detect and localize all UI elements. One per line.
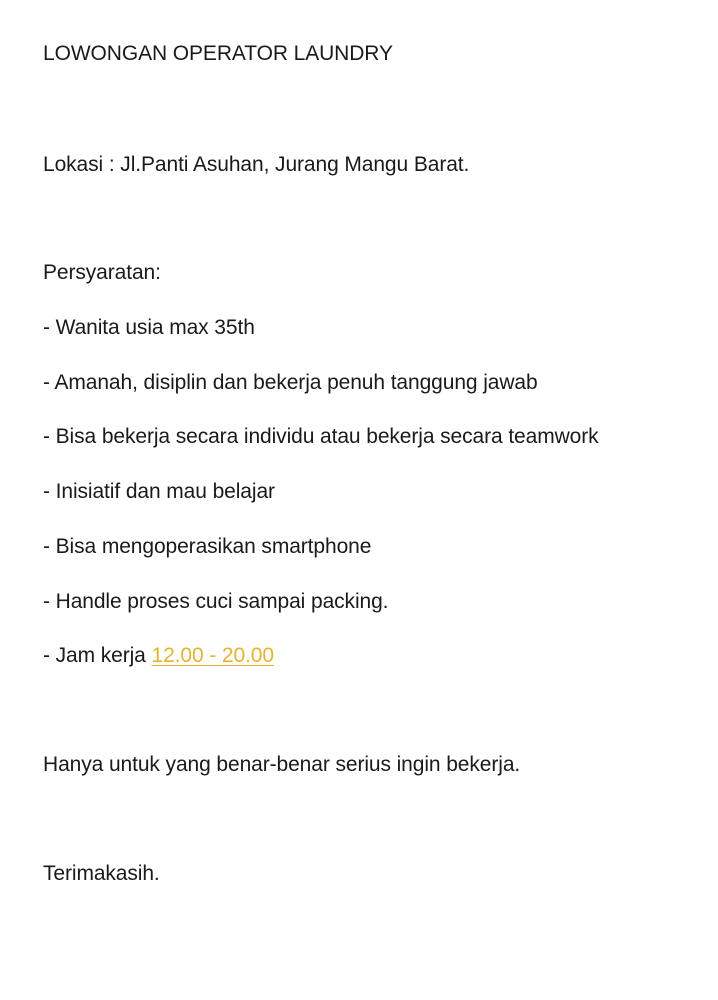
note-text: Hanya untuk yang benar-benar serius ingin bekerja. [43,753,521,776]
requirement-item: - Wanita usia max 35th [43,316,255,339]
posting-title: LOWONGAN OPERATOR LAUNDRY [43,42,393,65]
requirements-heading: Persyaratan: [43,261,161,284]
work-hours-line [43,643,274,669]
requirement-item: - Handle proses cuci sampai packing. [43,590,389,613]
requirement-item: - Bisa bekerja secara individu atau bekerja secara teamwork [43,425,599,448]
requirement-item: - Inisiatif dan mau belajar [43,480,275,503]
work-hours-label: - Jam kerja [43,644,152,667]
work-hours-link[interactable]: 12.00 - 20.00 [151,644,274,667]
closing-text: Terimakasih. [43,862,160,885]
location-text: Lokasi : Jl.Panti Asuhan, Jurang Mangu Barat. [43,153,470,176]
requirement-item: - Bisa mengoperasikan smartphone [43,535,372,558]
requirement-item: - Amanah, disiplin dan bekerja penuh tanggung jawab [43,371,538,394]
